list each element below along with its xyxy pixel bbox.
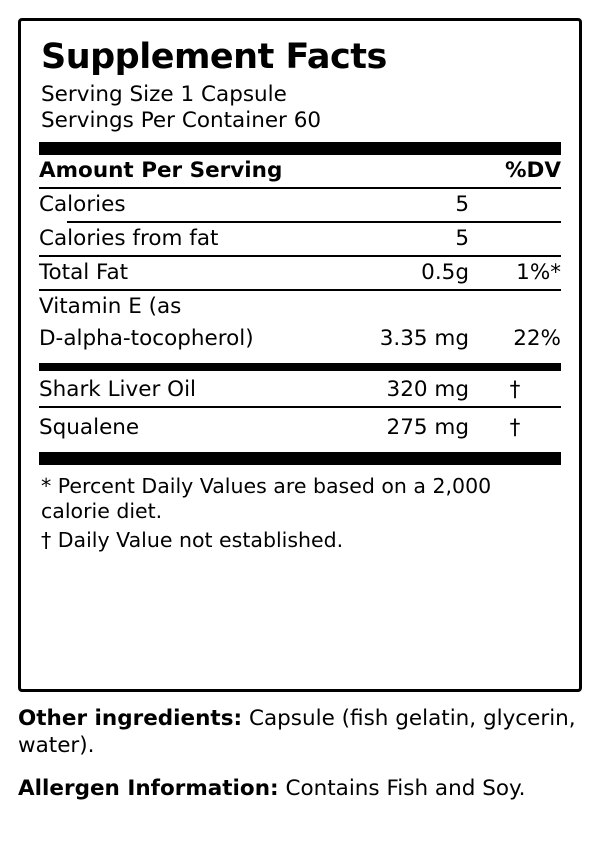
header-percent-dv: %DV <box>504 158 561 184</box>
table-row <box>39 407 561 444</box>
table-row <box>39 223 561 256</box>
other-ingredients-value: Capsule (fish gelatin, glycerin, water). <box>18 706 576 758</box>
allergen-value: Contains Fish and Soy. <box>285 775 526 801</box>
row-dv-total-fat: 1%* <box>469 256 561 290</box>
row-amount-total-fat: 0.5g <box>354 256 469 290</box>
footnotes <box>41 474 561 553</box>
panel-title: Supplement Facts <box>41 37 387 77</box>
row-dv-shark-liver-oil: † <box>509 377 521 403</box>
table-row <box>39 290 561 323</box>
row-amount-calories-from-fat: 5 <box>455 226 469 252</box>
row-amount-vitamin-e <box>354 290 469 323</box>
divider-thick-bottom <box>39 452 561 465</box>
nutrition-table-secondary <box>39 371 561 444</box>
divider-medium-mid <box>39 363 561 371</box>
header-spacer <box>354 155 469 188</box>
row-dv-squalene: † <box>469 407 561 444</box>
row-name-d-alpha-tocopherol: D-alpha-tocopherol) <box>39 326 254 352</box>
row-name-total-fat: Total Fat <box>39 256 354 290</box>
label-footer <box>18 706 584 803</box>
row-dv-vitamin-e <box>469 290 561 323</box>
row-name-vitamin-e: Vitamin E (as <box>39 290 354 323</box>
row-amount-shark-liver-oil: 320 mg <box>386 377 469 403</box>
row-name-calories-from-fat: Calories from fat <box>39 226 219 252</box>
row-amount-calories: 5 <box>354 188 469 221</box>
table-row <box>39 323 561 355</box>
footnote-percent-dv: * Percent Daily Values are based on a 2,000 calorie diet. <box>41 474 492 523</box>
footnote-daily-value: † Daily Value not established. <box>41 528 344 553</box>
servings-per-container-text: Servings Per Container 60 <box>41 107 322 133</box>
supplement-facts-panel <box>18 18 582 692</box>
row-name-calories: Calories <box>39 188 354 221</box>
row-dv-calories <box>469 188 561 221</box>
table-row <box>39 188 561 221</box>
row-amount-d-alpha-tocopherol: 3.35 mg <box>379 326 469 352</box>
table-row <box>39 256 561 290</box>
row-dv-calories-from-fat <box>469 223 561 256</box>
divider-thick-top <box>39 142 561 155</box>
serving-size-text: Serving Size 1 Capsule <box>41 81 287 107</box>
header-amount-per-serving: Amount Per Serving <box>39 158 283 184</box>
nutrition-table <box>39 155 561 355</box>
row-name-shark-liver-oil: Shark Liver Oil <box>39 377 197 403</box>
row-amount-squalene: 275 mg <box>321 407 469 444</box>
other-ingredients <box>18 706 584 760</box>
row-dv-d-alpha-tocopherol: 22% <box>513 326 561 352</box>
table-header-row <box>39 155 561 188</box>
table-row <box>39 371 561 407</box>
row-name-squalene: Squalene <box>39 407 321 444</box>
allergen-label: Allergen Information: <box>18 775 279 801</box>
allergen-information <box>18 776 584 803</box>
other-ingredients-label: Other ingredients: <box>18 706 243 731</box>
